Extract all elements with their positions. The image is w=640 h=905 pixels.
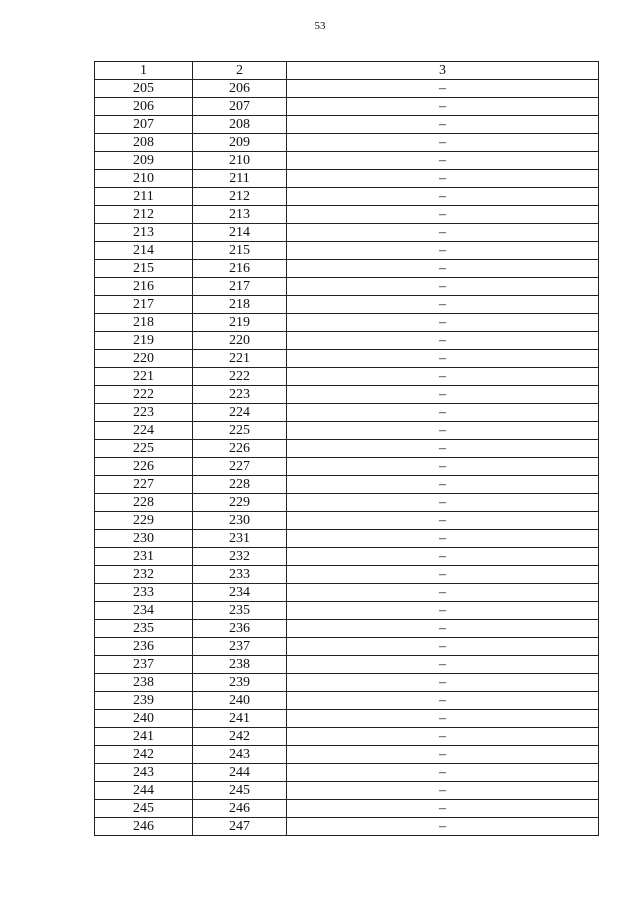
table-cell-col-3: – <box>287 512 599 530</box>
table-cell-col-1: 224 <box>95 422 193 440</box>
table-row <box>95 530 599 548</box>
table-cell-col-3: – <box>287 422 599 440</box>
table-row <box>95 800 599 818</box>
table-cell-col-2: 223 <box>193 386 287 404</box>
table-cell-col-2: 209 <box>193 134 287 152</box>
table-cell-col-3: – <box>287 458 599 476</box>
table-cell-col-1: 227 <box>95 476 193 494</box>
table-cell-col-1: 219 <box>95 332 193 350</box>
table-cell-col-2: 228 <box>193 476 287 494</box>
table-cell-col-3: – <box>287 746 599 764</box>
table-cell-col-1: 210 <box>95 170 193 188</box>
table-row <box>95 440 599 458</box>
table-cell-col-2: 244 <box>193 764 287 782</box>
table-cell-col-3: – <box>287 818 599 836</box>
table-cell-col-3: – <box>287 656 599 674</box>
table-row <box>95 584 599 602</box>
column-header-1: 1 <box>95 62 193 80</box>
table-cell-col-3: – <box>287 602 599 620</box>
table-row <box>95 116 599 134</box>
table-row <box>95 98 599 116</box>
table-row <box>95 512 599 530</box>
table-row <box>95 728 599 746</box>
table-cell-col-3: – <box>287 548 599 566</box>
table-cell-col-2: 241 <box>193 710 287 728</box>
table-cell-col-2: 246 <box>193 800 287 818</box>
table-cell-col-1: 216 <box>95 278 193 296</box>
table-row <box>95 368 599 386</box>
table-cell-col-1: 229 <box>95 512 193 530</box>
table-row <box>95 296 599 314</box>
table-cell-col-2: 206 <box>193 80 287 98</box>
table-row <box>95 80 599 98</box>
table-cell-col-2: 224 <box>193 404 287 422</box>
table-cell-col-2: 215 <box>193 242 287 260</box>
table-cell-col-3: – <box>287 800 599 818</box>
table-cell-col-2: 226 <box>193 440 287 458</box>
table-row <box>95 350 599 368</box>
table-cell-col-3: – <box>287 404 599 422</box>
table-row <box>95 638 599 656</box>
table-cell-col-1: 222 <box>95 386 193 404</box>
table-cell-col-2: 238 <box>193 656 287 674</box>
table-cell-col-3: – <box>287 314 599 332</box>
table-row <box>95 566 599 584</box>
table-cell-col-2: 232 <box>193 548 287 566</box>
table-cell-col-2: 227 <box>193 458 287 476</box>
column-header-2: 2 <box>193 62 287 80</box>
table-cell-col-1: 230 <box>95 530 193 548</box>
table-row <box>95 152 599 170</box>
data-table <box>94 61 599 836</box>
table-cell-col-2: 214 <box>193 224 287 242</box>
table-cell-col-1: 236 <box>95 638 193 656</box>
table-row <box>95 692 599 710</box>
table-cell-col-2: 240 <box>193 692 287 710</box>
table-cell-col-1: 232 <box>95 566 193 584</box>
column-header-3: 3 <box>287 62 599 80</box>
table-cell-col-3: – <box>287 728 599 746</box>
table-cell-col-1: 239 <box>95 692 193 710</box>
table-cell-col-3: – <box>287 116 599 134</box>
table-cell-col-3: – <box>287 782 599 800</box>
table-row <box>95 764 599 782</box>
table-cell-col-2: 221 <box>193 350 287 368</box>
table-cell-col-3: – <box>287 188 599 206</box>
table-cell-col-1: 241 <box>95 728 193 746</box>
table-cell-col-2: 216 <box>193 260 287 278</box>
table-cell-col-1: 221 <box>95 368 193 386</box>
table-cell-col-1: 240 <box>95 710 193 728</box>
table-cell-col-1: 234 <box>95 602 193 620</box>
table-cell-col-3: – <box>287 692 599 710</box>
table-row <box>95 782 599 800</box>
table-cell-col-3: – <box>287 440 599 458</box>
table-cell-col-2: 229 <box>193 494 287 512</box>
table-row <box>95 746 599 764</box>
table-cell-col-3: – <box>287 350 599 368</box>
table-row <box>95 602 599 620</box>
table-row <box>95 494 599 512</box>
table-row <box>95 332 599 350</box>
table-row <box>95 242 599 260</box>
table-cell-col-1: 214 <box>95 242 193 260</box>
table-cell-col-2: 236 <box>193 620 287 638</box>
table-cell-col-3: – <box>287 278 599 296</box>
table-cell-col-2: 239 <box>193 674 287 692</box>
table-cell-col-3: – <box>287 620 599 638</box>
table-cell-col-3: – <box>287 638 599 656</box>
table-cell-col-3: – <box>287 476 599 494</box>
table-cell-col-3: – <box>287 296 599 314</box>
table-cell-col-2: 225 <box>193 422 287 440</box>
table-cell-col-2: 245 <box>193 782 287 800</box>
table-cell-col-2: 222 <box>193 368 287 386</box>
table-cell-col-1: 223 <box>95 404 193 422</box>
table-row <box>95 278 599 296</box>
table-row <box>95 674 599 692</box>
table-cell-col-2: 230 <box>193 512 287 530</box>
table-cell-col-3: – <box>287 98 599 116</box>
table-cell-col-3: – <box>287 224 599 242</box>
table-row <box>95 548 599 566</box>
table-cell-col-2: 210 <box>193 152 287 170</box>
table-cell-col-2: 212 <box>193 188 287 206</box>
table-cell-col-2: 218 <box>193 296 287 314</box>
table-cell-col-1: 237 <box>95 656 193 674</box>
table-cell-col-1: 233 <box>95 584 193 602</box>
table-cell-col-3: – <box>287 368 599 386</box>
table-cell-col-2: 242 <box>193 728 287 746</box>
table-cell-col-1: 228 <box>95 494 193 512</box>
table-cell-col-1: 209 <box>95 152 193 170</box>
table-cell-col-2: 211 <box>193 170 287 188</box>
table-cell-col-3: – <box>287 260 599 278</box>
table-cell-col-3: – <box>287 386 599 404</box>
table-cell-col-2: 217 <box>193 278 287 296</box>
page-number: 53 <box>314 20 326 32</box>
table-row <box>95 260 599 278</box>
table-cell-col-1: 207 <box>95 116 193 134</box>
table-row <box>95 386 599 404</box>
table-header-row <box>95 62 599 80</box>
table-row <box>95 170 599 188</box>
table-row <box>95 422 599 440</box>
table-cell-col-3: – <box>287 566 599 584</box>
table-cell-col-1: 217 <box>95 296 193 314</box>
table-cell-col-1: 238 <box>95 674 193 692</box>
table-row <box>95 656 599 674</box>
table-cell-col-1: 225 <box>95 440 193 458</box>
table-row <box>95 458 599 476</box>
table-cell-col-2: 208 <box>193 116 287 134</box>
table-row <box>95 476 599 494</box>
table-cell-col-1: 220 <box>95 350 193 368</box>
table-cell-col-2: 220 <box>193 332 287 350</box>
table-cell-col-3: – <box>287 332 599 350</box>
table-row <box>95 206 599 224</box>
table-cell-col-3: – <box>287 494 599 512</box>
table-cell-col-1: 218 <box>95 314 193 332</box>
table-cell-col-1: 231 <box>95 548 193 566</box>
table-cell-col-2: 234 <box>193 584 287 602</box>
table-cell-col-1: 208 <box>95 134 193 152</box>
table-cell-col-1: 212 <box>95 206 193 224</box>
table-cell-col-1: 205 <box>95 80 193 98</box>
table-cell-col-1: 206 <box>95 98 193 116</box>
table-row <box>95 188 599 206</box>
table-row <box>95 134 599 152</box>
table-cell-col-1: 245 <box>95 800 193 818</box>
table-cell-col-1: 244 <box>95 782 193 800</box>
table-cell-col-2: 237 <box>193 638 287 656</box>
table-cell-col-3: – <box>287 242 599 260</box>
table-cell-col-3: – <box>287 80 599 98</box>
table-cell-col-1: 213 <box>95 224 193 242</box>
table-row <box>95 710 599 728</box>
table-cell-col-1: 246 <box>95 818 193 836</box>
table-cell-col-3: – <box>287 674 599 692</box>
table-cell-col-3: – <box>287 584 599 602</box>
table-cell-col-3: – <box>287 710 599 728</box>
table-cell-col-2: 235 <box>193 602 287 620</box>
table-cell-col-2: 231 <box>193 530 287 548</box>
table-cell-col-3: – <box>287 170 599 188</box>
table-cell-col-2: 247 <box>193 818 287 836</box>
table-cell-col-1: 215 <box>95 260 193 278</box>
table-cell-col-2: 219 <box>193 314 287 332</box>
table-cell-col-1: 243 <box>95 764 193 782</box>
table-cell-col-2: 207 <box>193 98 287 116</box>
table-cell-col-3: – <box>287 152 599 170</box>
table-cell-col-3: – <box>287 206 599 224</box>
table-cell-col-1: 242 <box>95 746 193 764</box>
table-cell-col-3: – <box>287 530 599 548</box>
table-row <box>95 620 599 638</box>
table-row <box>95 404 599 422</box>
table-row <box>95 314 599 332</box>
table-cell-col-1: 235 <box>95 620 193 638</box>
table-cell-col-1: 226 <box>95 458 193 476</box>
table-row <box>95 818 599 836</box>
table-cell-col-3: – <box>287 764 599 782</box>
table-row <box>95 224 599 242</box>
table-cell-col-2: 213 <box>193 206 287 224</box>
table-cell-col-2: 233 <box>193 566 287 584</box>
table-cell-col-1: 211 <box>95 188 193 206</box>
table-body <box>95 80 599 836</box>
table-cell-col-3: – <box>287 134 599 152</box>
table-cell-col-2: 243 <box>193 746 287 764</box>
